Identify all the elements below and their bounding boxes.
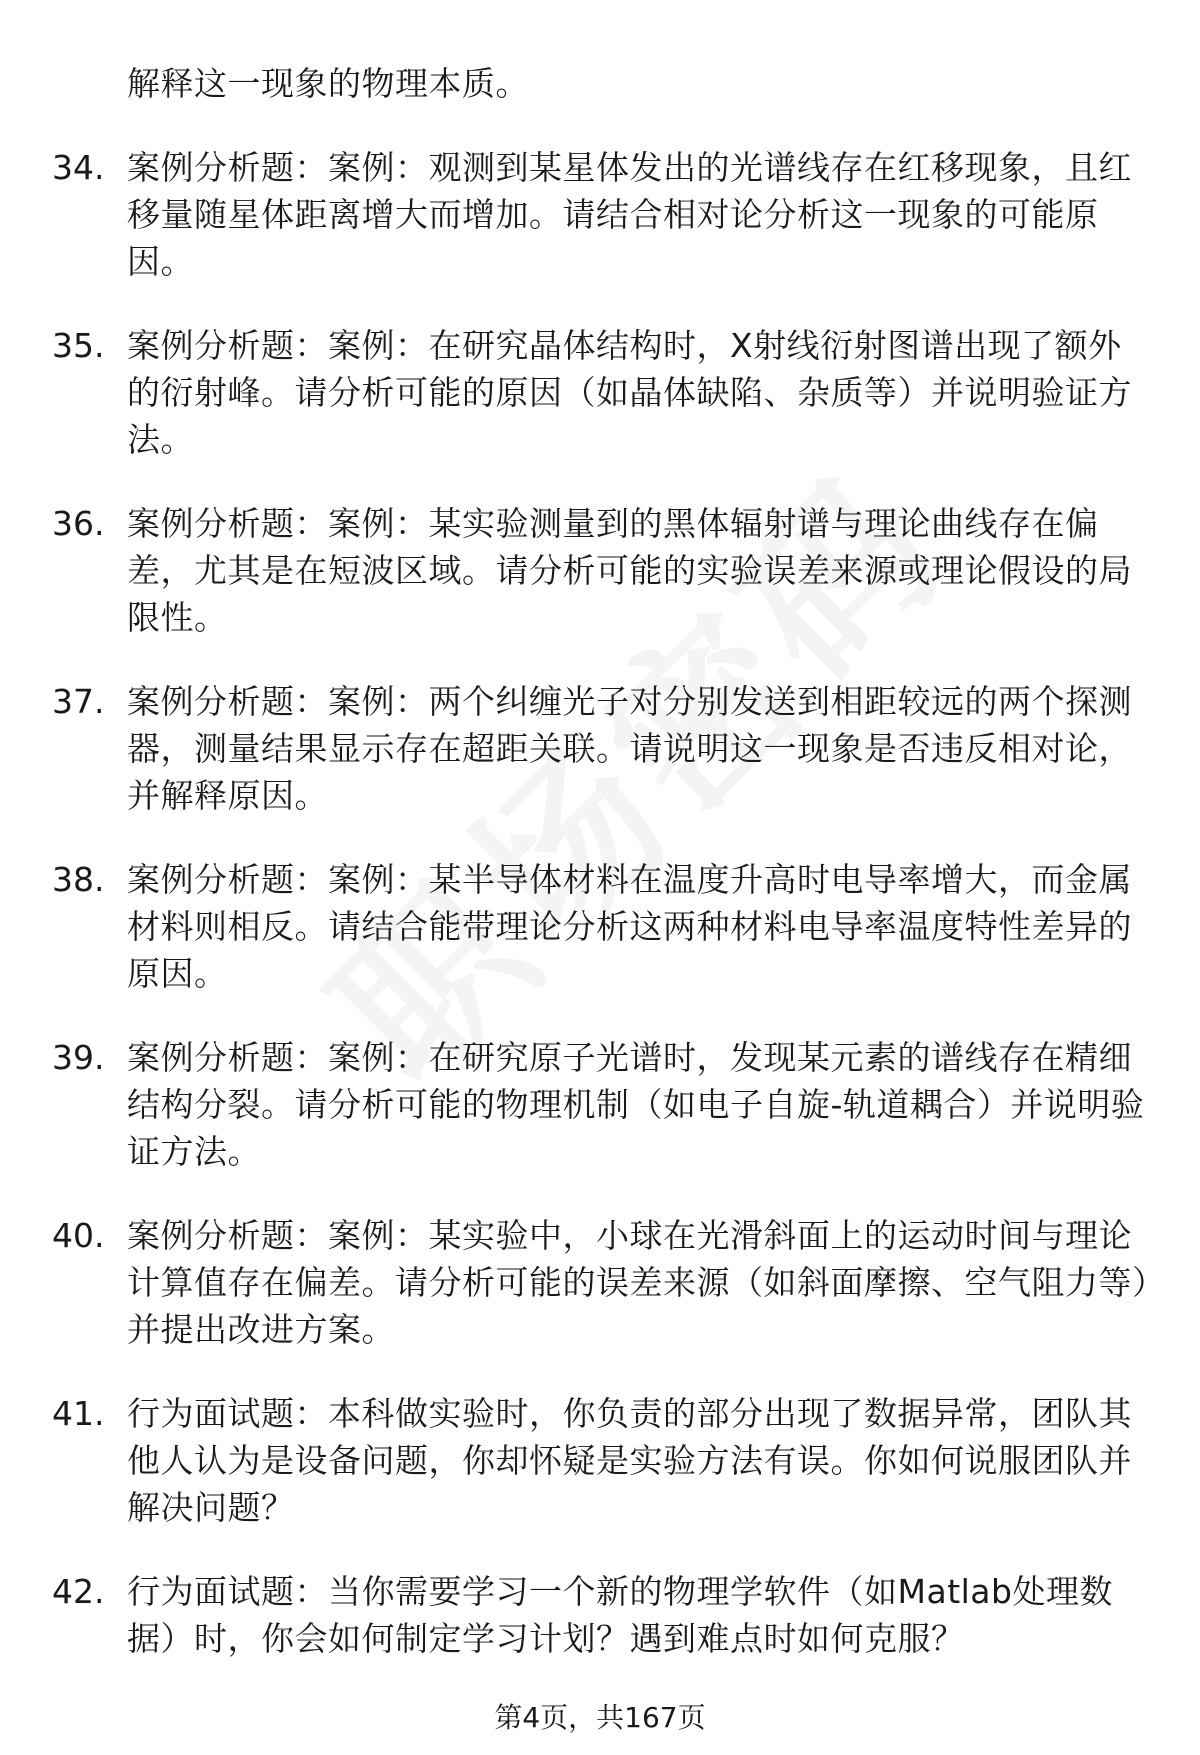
item-text: 案例分析题：案例：在研究晶体结构时，X射线衍射图谱出现了额外的衍射峰。请分析可能的原因（如晶体缺陷、杂质等）并说明验证方法。: [127, 326, 1132, 459]
item-number: 41.: [52, 1394, 105, 1433]
list-item: [52, 144, 1152, 285]
list-item: [52, 856, 1152, 997]
item-number: 37.: [52, 682, 105, 721]
list-item: [52, 500, 1152, 641]
question-list: [52, 60, 1152, 1699]
item-text: 行为面试题：当你需要学习一个新的物理学软件（如Matlab处理数据）时，你会如何制定学习计划？遇到难点时如何克服？: [127, 1572, 1113, 1658]
item-text: 案例分析题：案例：观测到某星体发出的光谱线存在红移现象，且红移量随星体距离增大而增加。请结合相对论分析这一现象的可能原因。: [127, 148, 1132, 281]
item-text: 案例分析题：案例：某半导体材料在温度升高时电导率增大，而金属材料则相反。请结合能带理论分析这两种材料电导率温度特性差异的原因。: [127, 860, 1132, 993]
continued-text: 解释这一现象的物理本质。: [127, 64, 529, 103]
list-item: [52, 1390, 1152, 1531]
item-number: 40.: [52, 1216, 105, 1255]
item-number: 35.: [52, 326, 105, 365]
item-number: 38.: [52, 860, 105, 899]
item-text: 行为面试题：本科做实验时，你负责的部分出现了数据异常，团队其他人认为是设备问题，你却怀疑是实验方法有误。你如何说服团队并解决问题？: [127, 1394, 1132, 1527]
item-text: 案例分析题：案例：在研究原子光谱时，发现某元素的谱线存在精细结构分裂。请分析可能的物理机制（如电子自旋-轨道耦合）并说明验证方法。: [127, 1038, 1145, 1171]
item-text: 案例分析题：案例：某实验中，小球在光滑斜面上的运动时间与理论计算值存在偏差。请分析可能的误差来源（如斜面摩擦、空气阻力等）并提出改进方案。: [127, 1216, 1149, 1349]
item-number: 42.: [52, 1572, 105, 1611]
list-item: [52, 1568, 1152, 1662]
list-item: [52, 322, 1152, 463]
item-number: 34.: [52, 148, 105, 187]
list-item: [52, 1212, 1152, 1353]
list-item: [52, 678, 1152, 819]
page-footer: 第4页，共167页: [494, 1701, 706, 1734]
item-text: 案例分析题：案例：两个纠缠光子对分别发送到相距较远的两个探测器，测量结果显示存在超距关联。请说明这一现象是否违反相对论，并解释原因。: [127, 682, 1132, 815]
item-number: 36.: [52, 504, 105, 543]
item-number: 39.: [52, 1038, 105, 1077]
item-text: 案例分析题：案例：某实验测量到的黑体辐射谱与理论曲线存在偏差，尤其是在短波区域。请分析可能的实验误差来源或理论假设的局限性。: [127, 504, 1132, 637]
list-item: [52, 1034, 1152, 1175]
